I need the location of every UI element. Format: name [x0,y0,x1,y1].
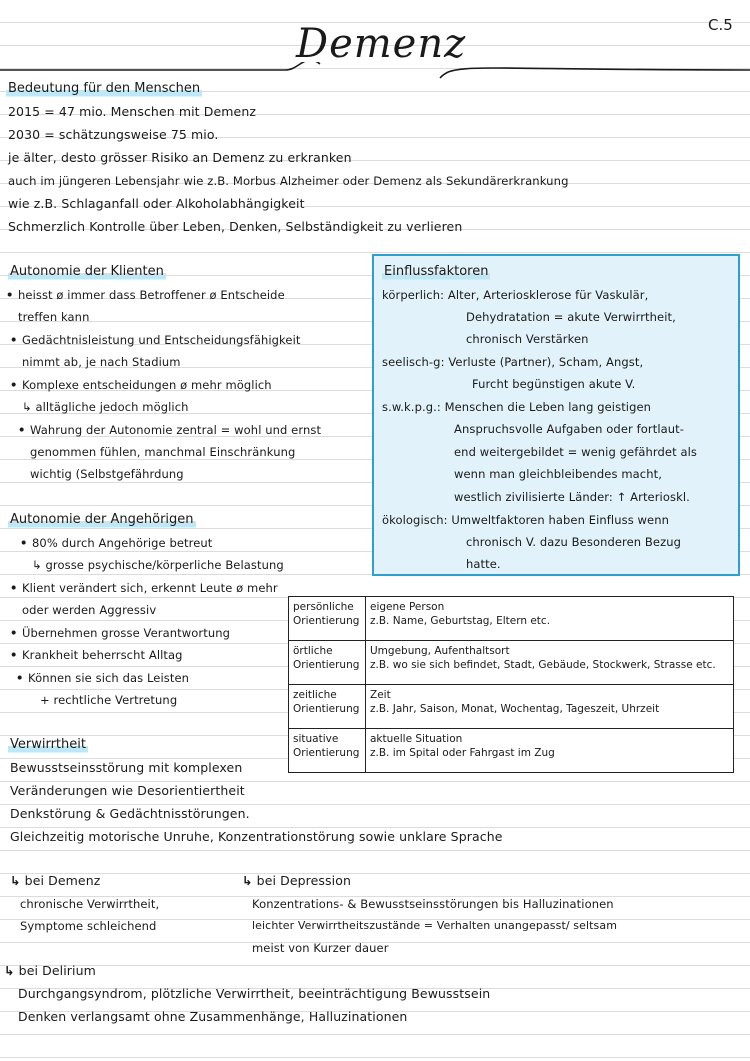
orientation-text: z.B. Jahr, Saison, Monat, Wochentag, Tageszeit, Uhrzeit [370,703,660,715]
influence-factors-heading: Einflussfaktoren [384,264,489,279]
list-item: oder werden Aggressiv [22,603,157,617]
list-item: genommen fühlen, manchmal Einschränkung [30,445,296,459]
orientation-text: z.B. wo sie sich befindet, Stadt, Gebäude, Stockwerk, Strasse etc. [370,659,716,671]
meaning-line: Schmerzlich Kontrolle über Leben, Denken, Selbständigkeit zu verlieren [8,219,463,234]
factor-line: Furcht begünstigen akute V. [472,377,636,391]
orientation-text: z.B. Name, Geburtstag, Eltern etc. [370,615,551,627]
list-item: • Komplexe entscheidungen ø mehr möglich [22,376,272,394]
meaning-line: 2030 = schätzungsweise 75 mio. [8,127,219,142]
depression-line: leichter Verwirrtheitszustände = Verhalten unangepasst/ seltsam [252,919,618,932]
table-row [289,641,734,685]
orientation-label: Orientierung [293,659,360,671]
factor-line: chronisch V. dazu Besonderen Bezug [466,535,682,549]
table-cell [289,597,366,641]
factor-line: wenn man gleichbleibendes macht, [454,467,662,481]
factor-line: chronisch Verstärken [466,332,589,346]
list-item: • Krankheit beherrscht Alltag [22,646,183,664]
orientation-label: Orientierung [293,703,360,715]
list-item: • Klient verändert sich, erkennt Leute ø mehr [22,579,278,597]
dementia-label: bei Demenz [24,873,101,888]
delirium-line: Durchgangsyndrom, plötzliche Verwirrtheit, beeinträchtigung Bewusstsein [18,986,491,1001]
depression-heading [242,872,351,890]
orientation-label: Orientierung [293,747,360,759]
list-item: wichtig (Selbstgefährdung [30,467,184,481]
orientation-text: aktuelle Situation [370,733,463,745]
factor-line: westlich zivilisierte Länder: ↑ Arterioskl. [454,490,690,504]
list-item: • Wahrung der Autonomie zentral = wohl und ernst [30,421,321,439]
list-item: ↳ alltägliche jedoch möglich [22,400,189,414]
arrow-icon: ↳ [4,963,15,978]
table-row [289,729,734,773]
autonomy-clients-heading: Autonomie der Klienten [10,264,164,279]
arrow-icon: ↳ [242,873,253,888]
orientation-label: Orientierung [293,615,360,627]
orientation-label: zeitliche [293,689,337,701]
meaning-line: wie z.B. Schlaganfall oder Alkoholabhängigkeit [8,196,305,211]
list-item: • Können sie sich das Leisten [28,669,189,687]
autonomy-relatives-heading: Autonomie der Angehörigen [10,512,194,527]
orientation-label: situative [293,733,339,745]
table-cell [366,597,734,641]
delirium-heading [4,962,96,980]
list-item: • 80% durch Angehörige betreut [32,534,212,552]
table-cell [366,729,734,773]
orientation-text: Zeit [370,689,391,701]
list-item: • heisst ø immer dass Betroffener ø Entscheide [18,286,285,304]
dementia-line: chronische Verwirrtheit, [20,897,160,911]
table-cell [366,641,734,685]
delirium-line: Denken verlangsamt ohne Zusammenhänge, Halluzinationen [18,1009,408,1024]
meaning-heading: Bedeutung für den Menschen [8,81,201,96]
factor-line: Anspruchsvolle Aufgaben oder fortlaut- [454,422,685,436]
orientation-text: z.B. im Spital oder Fahrgast im Zug [370,747,555,759]
depression-line: meist von Kurzer dauer [252,941,389,955]
meaning-line: je älter, desto grösser Risiko an Demenz zu erkranken [8,150,352,165]
depression-line: Konzentrations- & Bewusstseinsstörungen bis Halluzinationen [252,897,614,911]
orientation-table [288,596,734,773]
confusion-line: Veränderungen wie Desorientiertheit [10,783,245,798]
orientation-label: persönliche [293,601,354,613]
list-item: nimmt ab, je nach Stadium [22,355,181,369]
table-cell [366,685,734,729]
table-cell [289,641,366,685]
depression-label: bei Depression [256,873,352,888]
confusion-line: Bewusstseinsstörung mit komplexen [10,760,243,775]
confusion-line: Denkstörung & Gedächtnisstörungen. [10,806,250,821]
list-item: treffen kann [18,310,90,324]
factor-line: Dehydratation = akute Verwirrtheit, [466,310,676,324]
table-row [289,685,734,729]
orientation-label: örtliche [293,645,333,657]
table-row [289,597,734,641]
dementia-heading [10,872,100,890]
table-cell [289,729,366,773]
meaning-line: 2015 = 47 mio. Menschen mit Demenz [8,104,257,119]
orientation-text: eigene Person [370,601,445,613]
dementia-line: Symptome schleichend [20,919,157,933]
factor-line: seelisch-g: Verluste (Partner), Scham, Angst, [382,355,644,369]
arrow-icon: ↳ [10,873,21,888]
meaning-line: auch im jüngeren Lebensjahr wie z.B. Morbus Alzheimer oder Demenz als Sekundärerkrankung [8,174,569,188]
list-item: • Übernehmen grosse Verantwortung [22,624,230,642]
factor-line: s.w.k.p.g.: Menschen die Leben lang geistigen [382,400,652,414]
list-item: + rechtliche Vertretung [40,693,178,707]
list-item: • Gedächtnisleistung und Entscheidungsfähigkeit [22,331,300,349]
factor-line: körperlich: Alter, Arteriosklerose für Vaskulär, [382,288,649,302]
confusion-line: Gleichzeitig motorische Unruhe, Konzentrationstörung sowie unklare Sprache [10,829,503,844]
confusion-heading: Verwirrtheit [10,737,86,752]
page-number: C.5 [708,16,733,34]
factor-line: end weitergebildet = wenig gefährdet als [454,445,697,459]
page-title: Demenz [296,21,467,67]
orientation-text: Umgebung, Aufenthaltsort [370,645,510,657]
factor-line: hatte. [466,557,501,571]
delirium-label: bei Delirium [18,963,96,978]
list-item: ↳ grosse psychische/körperliche Belastung [32,558,284,572]
table-cell [289,685,366,729]
factor-line: ökologisch: Umweltfaktoren haben Einfluss wenn [382,513,670,527]
